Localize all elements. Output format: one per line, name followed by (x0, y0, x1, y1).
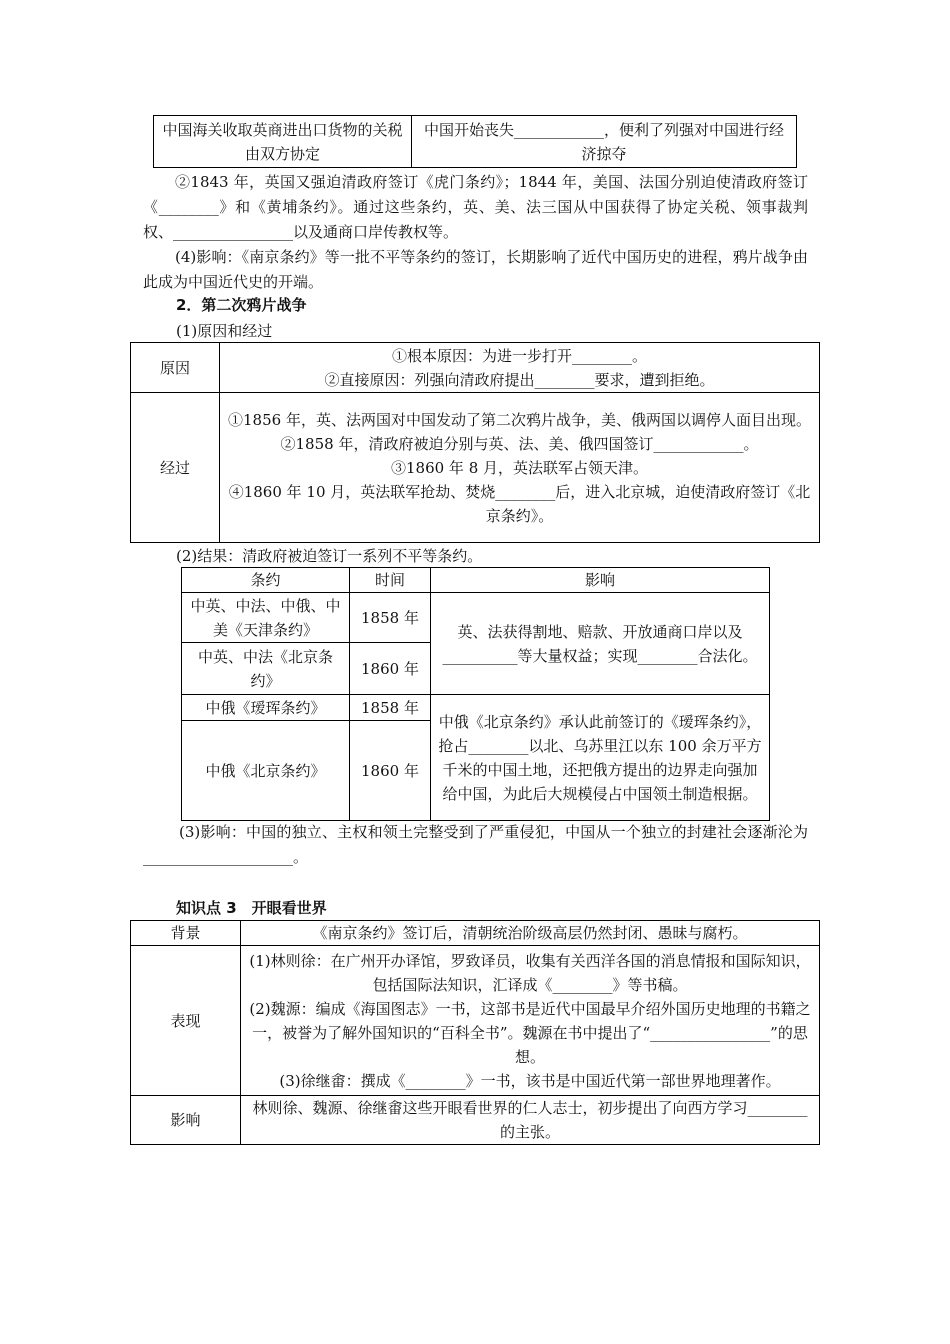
process-line-2: ②1858 年，清政府被迫分别与英、法、美、俄四国签订____________。 (280, 434, 759, 453)
impact-label: 影响 (131, 1096, 241, 1145)
process-line-3: ③1860 年 8 月，英法联军占领天津。 (390, 458, 649, 477)
sub-heading-cause: (1)原因和经过 (176, 322, 273, 340)
paragraph-impact-4: (4)影响：《南京条约》等一批不平等条约的签订，长期影响了近代中国历史的进程，鸦片战争由此成为中国近代史的开端。 (143, 248, 808, 291)
cause-line-1: ①根本原因：为进一步打开________。 (391, 346, 647, 365)
result-table (181, 567, 770, 821)
sub-heading-result: (2)结果：清政府被迫签订一系列不平等条约。 (176, 547, 483, 565)
tariff-table (153, 115, 797, 168)
effect-cell-a: 英、法获得割地、赔款、开放通商口岸以及__________等大量权益；实现________合法化。 (431, 593, 770, 695)
section-heading-2: 2．第二次鸦片战争 (176, 296, 307, 314)
tariff-left-cell: 中国海关收取英商进出口货物的关税由双方协定 (154, 116, 412, 168)
background-label: 背景 (131, 921, 241, 946)
cause-line-2: ②直接原因：列强向清政府提出________要求，遭到拒绝。 (324, 370, 715, 389)
process-line-4: ④1860 年 10 月，英法联军抢劫、焚烧________后，进入北京城，迫使清政府签订《北京条约》。 (228, 482, 811, 525)
knowledge-point-3-heading: 知识点 3 开眼看世界 (176, 899, 327, 917)
year-cell: 1858 年 (350, 695, 431, 721)
treaty-cell: 中英、中法《北京条约》 (182, 643, 350, 695)
header-treaty: 条约 (182, 568, 350, 593)
manifestation-label: 表现 (131, 946, 241, 1096)
paragraph-impact-3: (3)影响：中国的独立、主权和领土完整受到了严重侵犯，中国从一个独立的封建社会逐渐沦为____________________。 (143, 823, 808, 866)
effect-cell-b: 中俄《北京条约》承认此前签订的《瑷珲条约》，抢占________以北、乌苏里江以东 100 余万平方千米的中国土地，还把俄方提出的边界走向强加给中国，为此后大规模侵占中国领土制造根据。 (431, 695, 770, 821)
manifestation-3: (3)徐继畬：撰成《________》一书，该书是中国近代第一部世界地理著作。 (279, 1071, 781, 1090)
paragraph-1843: ②1843 年，英国又强迫清政府签订《虎门条约》；1844 年，美国、法国分别迫使清政府签订《________》和《黄埔条约》。通过这些条约，英、美、法三国从中国获得了协定关税、领事裁判权、________________以及通商口岸传教权等。 (143, 173, 808, 241)
treaty-cell: 中俄《瑷珲条约》 (182, 695, 350, 721)
cause-label: 原因 (131, 343, 220, 393)
background-text: 《南京条约》签订后，清朝统治阶级高层仍然封闭、愚昧与腐朽。 (241, 921, 820, 946)
treaty-cell: 中英、中法、中俄、中美《天津条约》 (182, 593, 350, 643)
process-line-1: ①1856 年，英、法两国对中国发动了第二次鸦片战争，美、俄两国以调停人面目出现。 (228, 410, 811, 429)
treaty-cell: 中俄《北京条约》 (182, 721, 350, 821)
tariff-right-cell: 中国开始丧失____________，便利了列强对中国进行经济掠夺 (412, 116, 797, 168)
year-cell: 1860 年 (350, 643, 431, 695)
impact-text: 林则徐、魏源、徐继畬这些开眼看世界的仁人志士，初步提出了向西方学习________的主张。 (241, 1096, 820, 1145)
year-cell: 1858 年 (350, 593, 431, 643)
header-year: 时间 (350, 568, 431, 593)
process-label: 经过 (131, 393, 220, 543)
header-effect: 影响 (431, 568, 770, 593)
open-eyes-table (130, 920, 820, 1145)
manifestation-2: (2)魏源：编成《海国图志》一书，这部书是近代中国最早介绍外国历史地理的书籍之一，被誉为了解外国知识的“百科全书”。魏源在书中提出了“________________”的思想。 (249, 999, 811, 1066)
year-cell: 1860 年 (350, 721, 431, 821)
manifestation-1: (1)林则徐：在广州开办译馆，罗致译员，收集有关西洋各国的消息情报和国际知识，包括国际法知识，汇译成《________》等书稿。 (249, 951, 811, 994)
cause-process-table (130, 342, 820, 543)
